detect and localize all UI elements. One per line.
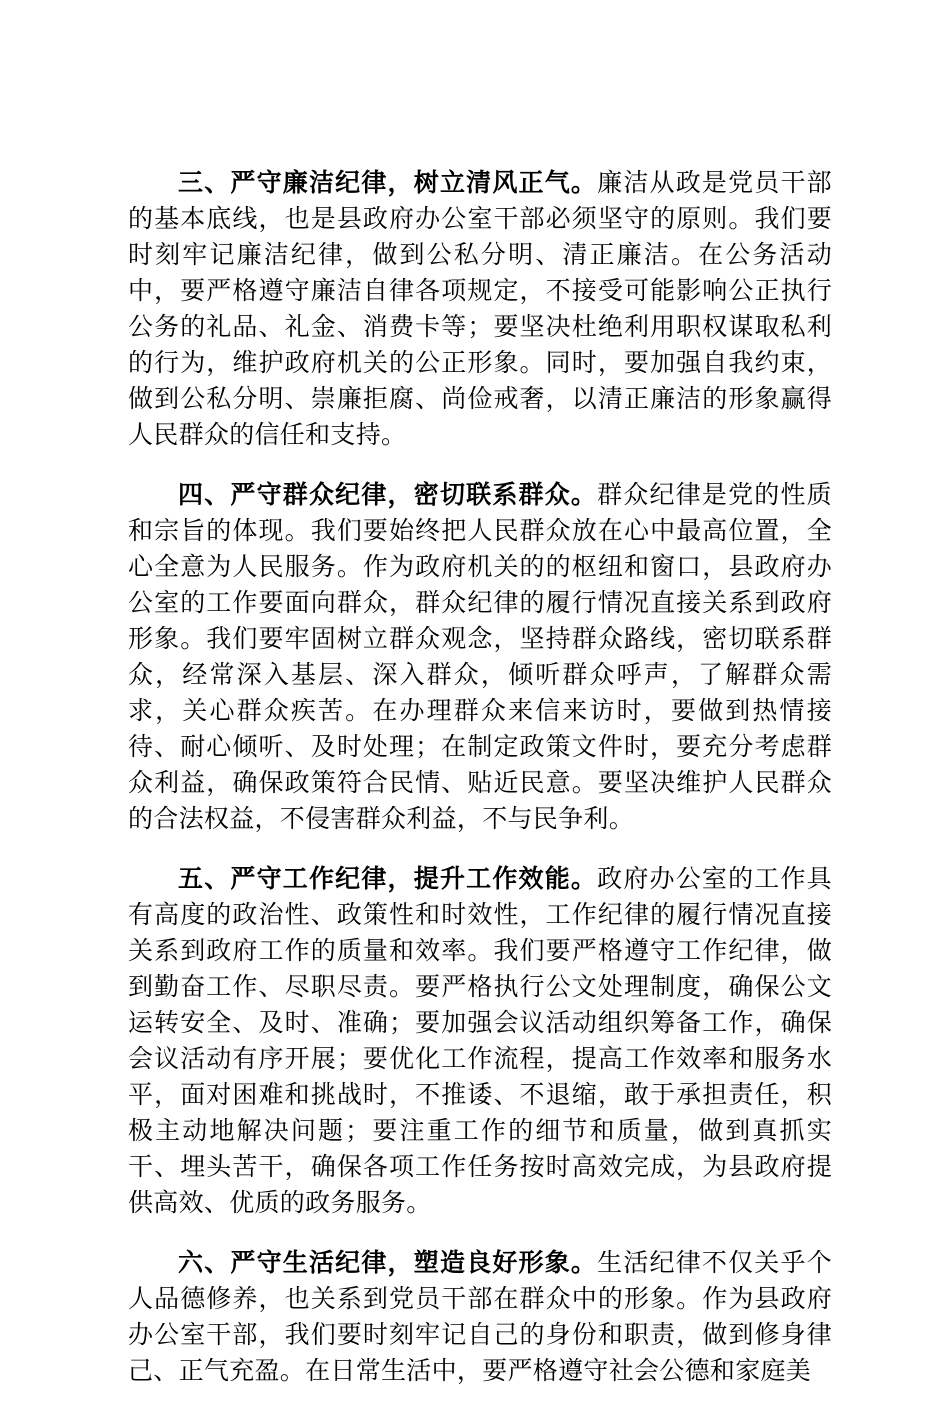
paragraph-heading: 四、严守群众纪律，密切联系群众。 (178, 480, 598, 509)
paragraph-heading: 五、严守工作纪律，提升工作效能。 (178, 864, 598, 893)
paragraph-discipline-life (128, 1245, 832, 1389)
paragraph-body: 政府办公室的工作具有高度的政治性、政策性和时效性，工作纪律的履行情况直接关系到政府工作的质量和效率。我们要严格遵守工作纪律，做到勤奋工作、尽职尽责。要严格执行公文处理制度，确保公文运转安全、及时、准确；要加强会议活动组织筹备工作，确保会议活动有序开展；要优化工作流程，提高工作效率和服务水平，面对困难和挑战时，不推诿、不退缩，敢于承担责任，积极主动地解决问题；要注重工作的细节和质量，做到真抓实干、埋头苦干，确保各项工作任务按时高效完成，为县政府提供高效、优质的政务服务。 (128, 864, 832, 1217)
paragraph-discipline-work (128, 861, 832, 1221)
paragraph-heading: 六、严守生活纪律，塑造良好形象。 (178, 1248, 598, 1277)
paragraph-discipline-integrity (128, 165, 832, 453)
document-page (128, 165, 832, 1413)
paragraph-body: 廉洁从政是党员干部的基本底线，也是县政府办公室干部必须坚守的原则。我们要时刻牢记廉洁纪律，做到公私分明、清正廉洁。在公务活动中，要严格遵守廉洁自律各项规定，不接受可能影响公正执行公务的礼品、礼金、消费卡等；要坚决杜绝利用职权谋取私利的行为，维护政府机关的公正形象。同时，要加强自我约束，做到公私分明、崇廉拒腐、尚俭戒奢，以清正廉洁的形象赢得人民群众的信任和支持。 (128, 168, 832, 449)
paragraph-body: 群众纪律是党的性质和宗旨的体现。我们要始终把人民群众放在心中最高位置，全心全意为人民服务。作为政府机关的的枢纽和窗口，县政府办公室的工作要面向群众，群众纪律的履行情况直接关系到政府形象。我们要牢固树立群众观念，坚持群众路线，密切联系群众，经常深入基层、深入群众，倾听群众呼声，了解群众需求，关心群众疾苦。在办理群众来信来访时，要做到热情接待、耐心倾听、及时处理；在制定政策文件时，要充分考虑群众利益，确保政策符合民情、贴近民意。要坚决维护人民群众的合法权益，不侵害群众利益，不与民争利。 (128, 480, 832, 833)
paragraph-heading: 三、严守廉洁纪律，树立清风正气。 (178, 168, 598, 197)
paragraph-body: 生活纪律不仅关乎个人品德修养，也关系到党员干部在群众中的形象。作为县政府办公室干部，我们要时刻牢记自己的身份和职责，做到修身律己、正气充盈。在日常生活中，要严格遵守社会公德和家庭美 (128, 1248, 832, 1385)
paragraph-discipline-masses (128, 477, 832, 837)
